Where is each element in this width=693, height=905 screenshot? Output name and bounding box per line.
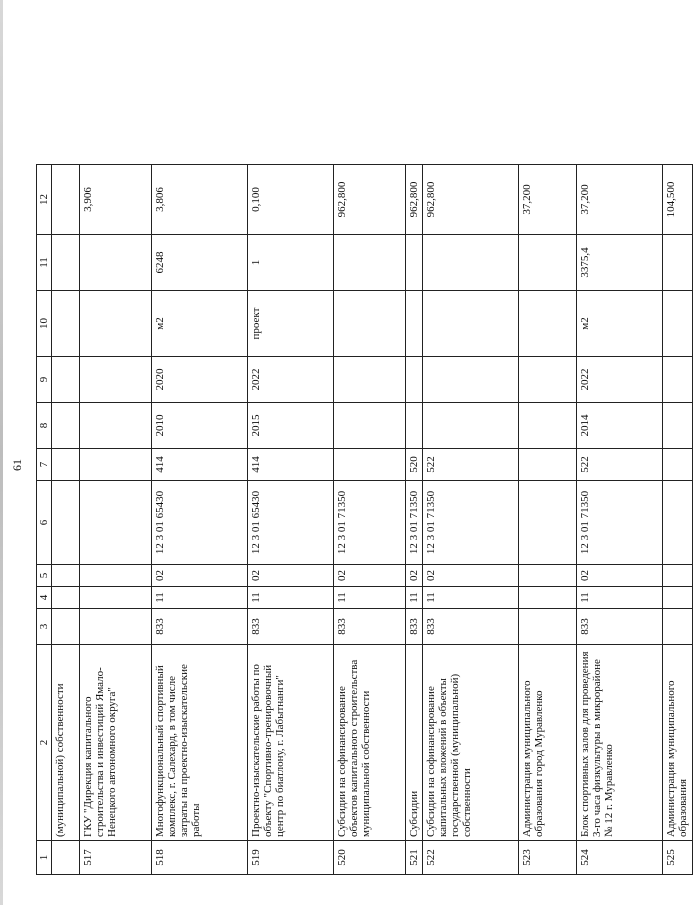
table-cell-col-10 (519, 291, 577, 357)
table-cell-col-3: 833 (248, 609, 334, 645)
table-cell-col-9 (80, 357, 152, 403)
table-cell-col-6: 12 3 01 71350 (406, 481, 423, 565)
column-number: 11 (37, 235, 52, 291)
table-cell-col-12: 962,800 (406, 165, 423, 235)
table-cell-col-11: 6248 (152, 235, 248, 291)
table-cell-col-9 (406, 357, 423, 403)
table-cell-col-8 (423, 403, 519, 449)
rotated-page-content (0, 25, 689, 905)
table-cell-col-1: 523 (519, 841, 577, 875)
table-cell-col-10: м2 (577, 291, 663, 357)
table-cell-col-5: 02 (152, 565, 248, 587)
table-cell-col-1: 524 (577, 841, 663, 875)
table-cell-col-7 (519, 449, 577, 481)
table-cell-col-10 (406, 291, 423, 357)
column-number: 3 (37, 609, 52, 645)
table-cell-col-3 (80, 609, 152, 645)
table-cell-col-11 (406, 235, 423, 291)
table-cell-col-2: (муниципальной) собственности (52, 645, 80, 841)
table-cell-col-6 (663, 481, 693, 565)
table-cell-col-12: 962,800 (423, 165, 519, 235)
table-cell-col-12: 37,200 (519, 165, 577, 235)
column-number: 9 (37, 357, 52, 403)
table-cell-col-2: Блок спортивных залов для проведения 3-го часа физкультуры в микрорайоне № 12 г. Муравленко (577, 645, 663, 841)
table-cell-col-12: 3,906 (80, 165, 152, 235)
table-cell-col-3 (663, 609, 693, 645)
table-cell-col-6: 12 3 01 65430 (248, 481, 334, 565)
column-number: 1 (37, 841, 52, 875)
table-cell-col-6: 12 3 01 65430 (152, 481, 248, 565)
table-row (52, 165, 80, 875)
table-cell-col-12: 3,806 (152, 165, 248, 235)
table-cell-col-5: 02 (406, 565, 423, 587)
table-row (248, 165, 334, 875)
table-cell-col-2: Субсидии (406, 645, 423, 841)
table-cell-col-7 (52, 449, 80, 481)
table-cell-col-10 (334, 291, 406, 357)
table-cell-col-11 (519, 235, 577, 291)
table-cell-col-10 (80, 291, 152, 357)
table-cell-col-6 (52, 481, 80, 565)
table-cell-col-7: 414 (248, 449, 334, 481)
table-cell-col-6 (519, 481, 577, 565)
table-cell-col-4: 11 (577, 587, 663, 609)
table-cell-col-2: Администрация муниципального образования город Муравленко (519, 645, 577, 841)
table-body (37, 165, 693, 875)
table-cell-col-8 (334, 403, 406, 449)
table-cell-col-2: Проектно-изыскательские работы по объекту "Спортивно-тренировочный центр по биатлону, г. Лабытнанги" (248, 645, 334, 841)
table-cell-col-4 (80, 587, 152, 609)
column-number: 5 (37, 565, 52, 587)
table-cell-col-10 (52, 291, 80, 357)
table-cell-col-5: 02 (577, 565, 663, 587)
table-cell-col-10: проект (248, 291, 334, 357)
table-cell-col-4 (52, 587, 80, 609)
table-cell-col-11 (663, 235, 693, 291)
table-cell-col-9 (663, 357, 693, 403)
table-cell-col-8 (52, 403, 80, 449)
table-cell-col-3: 833 (577, 609, 663, 645)
table-cell-col-9 (52, 357, 80, 403)
table-cell-col-2: Субсидии на софинансирование объектов капитального строительства муниципальной собственности (334, 645, 406, 841)
column-number: 2 (37, 645, 52, 841)
table-cell-col-7: 520 (406, 449, 423, 481)
table-cell-col-3: 833 (406, 609, 423, 645)
table-cell-col-10 (663, 291, 693, 357)
table-row (519, 165, 577, 875)
table-cell-col-8: 2015 (248, 403, 334, 449)
table-cell-col-1: 521 (406, 841, 423, 875)
table-cell-col-5: 02 (334, 565, 406, 587)
table-cell-col-9 (334, 357, 406, 403)
table-cell-col-8: 2014 (577, 403, 663, 449)
table-row (423, 165, 519, 875)
table-cell-col-1: 525 (663, 841, 693, 875)
table-cell-col-8 (519, 403, 577, 449)
table-cell-col-3 (519, 609, 577, 645)
table-row (334, 165, 406, 875)
table-cell-col-5: 02 (423, 565, 519, 587)
budget-table (36, 164, 693, 875)
table-cell-col-11: 1 (248, 235, 334, 291)
table-cell-col-4: 11 (152, 587, 248, 609)
table-cell-col-9 (519, 357, 577, 403)
table-cell-col-11: 3375,4 (577, 235, 663, 291)
table-cell-col-5 (52, 565, 80, 587)
column-number: 10 (37, 291, 52, 357)
table-cell-col-6: 12 3 01 71350 (334, 481, 406, 565)
column-number: 4 (37, 587, 52, 609)
table-cell-col-7 (80, 449, 152, 481)
table-row (577, 165, 663, 875)
column-number-row (37, 165, 52, 875)
column-number: 6 (37, 481, 52, 565)
table-row (406, 165, 423, 875)
table-cell-col-1: 517 (80, 841, 152, 875)
table-cell-col-7 (663, 449, 693, 481)
table-cell-col-12: 104,500 (663, 165, 693, 235)
table-cell-col-2: Многофункциональный спортивный комплекс, г. Салехард, в том числе затраты на проектно-изыскательские работы (152, 645, 248, 841)
table-cell-col-1: 520 (334, 841, 406, 875)
table-cell-col-9: 2020 (152, 357, 248, 403)
table-row (663, 165, 693, 875)
column-number: 7 (37, 449, 52, 481)
table-cell-col-12: 0,100 (248, 165, 334, 235)
table-cell-col-12: 37,200 (577, 165, 663, 235)
table-cell-col-4 (519, 587, 577, 609)
table-cell-col-4: 11 (334, 587, 406, 609)
table-cell-col-5 (519, 565, 577, 587)
table-cell-col-2: Администрация муниципального образования (663, 645, 693, 841)
table-cell-col-7: 522 (577, 449, 663, 481)
table-cell-col-10: м2 (152, 291, 248, 357)
table-cell-col-1: 522 (423, 841, 519, 875)
table-cell-col-4 (663, 587, 693, 609)
table-cell-col-8: 2010 (152, 403, 248, 449)
table-cell-col-9: 2022 (577, 357, 663, 403)
table-cell-col-12: 962,800 (334, 165, 406, 235)
table-cell-col-5: 02 (248, 565, 334, 587)
table-cell-col-11 (80, 235, 152, 291)
table-cell-col-3: 833 (423, 609, 519, 645)
table-cell-col-8 (406, 403, 423, 449)
table-cell-col-2: Субсидии на софинансирование капитальных вложений в объекты государственной (муниципальной) собственности (423, 645, 519, 841)
table-cell-col-11 (334, 235, 406, 291)
table-cell-col-3 (52, 609, 80, 645)
table-cell-col-12 (52, 165, 80, 235)
table-cell-col-2: ГКУ "Дирекция капитального строительства и инвестиций Ямало-Ненецкого автономного округа" (80, 645, 152, 841)
table-cell-col-6: 12 3 01 71350 (423, 481, 519, 565)
table-cell-col-9 (423, 357, 519, 403)
table-cell-col-3: 833 (334, 609, 406, 645)
table-cell-col-5 (663, 565, 693, 587)
table-cell-col-5 (80, 565, 152, 587)
table-cell-col-6 (80, 481, 152, 565)
table-cell-col-8 (663, 403, 693, 449)
table-row (80, 165, 152, 875)
table-cell-col-7 (334, 449, 406, 481)
table-cell-col-1: 518 (152, 841, 248, 875)
column-number: 12 (37, 165, 52, 235)
table-cell-col-1 (52, 841, 80, 875)
column-number: 8 (37, 403, 52, 449)
table-cell-col-7: 414 (152, 449, 248, 481)
table-cell-col-10 (423, 291, 519, 357)
table-cell-col-4: 11 (406, 587, 423, 609)
table-cell-col-9: 2022 (248, 357, 334, 403)
table-cell-col-7: 522 (423, 449, 519, 481)
table-cell-col-11 (423, 235, 519, 291)
table-cell-col-1: 519 (248, 841, 334, 875)
page-number: 61 (10, 459, 24, 471)
table-cell-col-4: 11 (423, 587, 519, 609)
table-cell-col-6: 12 3 01 71350 (577, 481, 663, 565)
table-row (152, 165, 248, 875)
table-cell-col-3: 833 (152, 609, 248, 645)
table-cell-col-11 (52, 235, 80, 291)
table-cell-col-8 (80, 403, 152, 449)
table-cell-col-4: 11 (248, 587, 334, 609)
